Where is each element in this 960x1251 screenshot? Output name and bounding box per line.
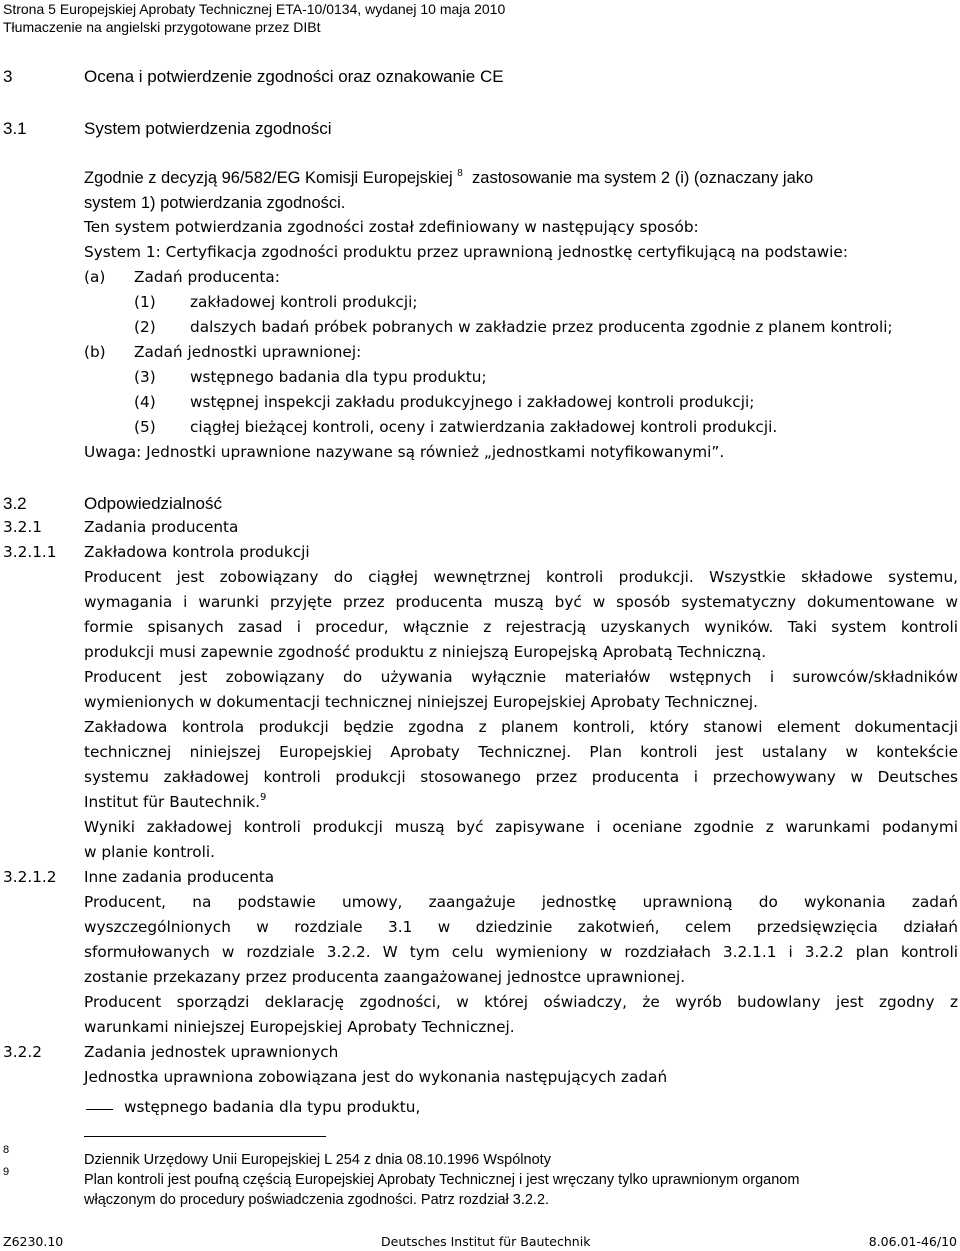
list-text-a: Zadań producenta:: [134, 268, 280, 286]
conformity-intro-line1: Zgodnie z decyzją 96/582/EG Komisji Europejskiej $^8$ zastosowanie ma system 2 (i) (oznaczany jako: [84, 168, 814, 187]
list-label-a: (a): [84, 268, 106, 286]
list-text-2: dalszych badań próbek pobranych w zakładzie przez producenta zgodnie z planem kontroli;: [190, 318, 893, 336]
contract-paragraph-line: zostanie przekazany przez producenta zaangażowanej jednostce uprawnionej.: [84, 968, 686, 986]
materials-paragraph-line: wymienionych w dokumentacji technicznej niniejszej Europejskiej Aprobaty Technicznej.: [84, 693, 759, 711]
list-num-4: (4): [134, 393, 156, 411]
fpc-paragraph-line: Producent jest zobowiązany do ciągłej wewnętrznej kontroli produkcji. Wszystkie składowe systemu,: [84, 568, 958, 586]
fpc-paragraph-line: produkcji musi zapewnie zgodność produktu z niniejszą Europejską Aprobatą Techniczną.: [84, 643, 767, 661]
page-header-line2: Tłumaczenie na angielski przygotowane przez DIBt: [3, 19, 321, 35]
footnote-separator: [84, 1136, 326, 1137]
conformity-intro-line2: system 1) potwierdzania zgodności.: [84, 194, 346, 212]
fpc-paragraph-line: wymagania i warunki przyjęte przez producenta muszą być w sposób systematyczny dokumentowane w: [84, 593, 958, 611]
notified-bodies-note: Uwaga: Jednostki uprawnione nazywane są również „jednostkami notyfikowanymi”.: [84, 443, 725, 461]
list-num-3: (3): [134, 368, 156, 386]
section-3-2-1-1-number: 3.2.1.1: [3, 543, 57, 561]
fpc-paragraph-line: formie spisanych zasad i procedur, włącznie z rejestracją uzyskanych wyników. Taki system kontroli: [84, 618, 958, 636]
system-definition: Ten system potwierdzania zgodności został zdefiniowany w następujący sposób:: [84, 218, 699, 236]
section-3-1-title: System potwierdzenia zgodności: [84, 119, 332, 138]
footnote-ref-9: 9: [259, 792, 267, 803]
list-text-5: ciągłej bieżącej kontroli, oceny i zatwierdzania zakładowej kontroli produkcji.: [190, 418, 778, 436]
section-3-1-number: 3.1: [3, 119, 27, 138]
footnote-8-text: Dziennik Urzędowy Unii Europejskiej L 254 z dnia 08.10.1996 Wspólnoty: [84, 1152, 551, 1168]
section-3-2-1-2-number: 3.2.1.2: [3, 868, 57, 886]
bullet-dash: [86, 1109, 113, 1110]
section-3-2-1-title: Zadania producenta: [84, 518, 239, 536]
footer-left: Z6230.10: [3, 1234, 64, 1249]
notified-body-tasks-intro: Jednostka uprawniona zobowiązana jest do wykonania następujących zadań: [84, 1068, 668, 1086]
contract-paragraph-line: Producent, na podstawie umowy, zaangażuje jednostkę uprawnioną do wykonania zadań: [84, 893, 958, 911]
list-text-b: Zadań jednostki uprawnionej:: [134, 343, 362, 361]
system-1-description: System 1: Certyfikacja zgodności produktu przez uprawnioną jednostkę certyfikującą na podstawie:: [84, 243, 848, 261]
section-3-title: Ocena i potwierdzenie zgodności oraz oznakowanie CE: [84, 67, 504, 86]
footnote-ref-8: 8: [457, 168, 463, 179]
contract-paragraph-line: wyszczególnionych w rozdziale 3.1 w dziedzinie zakotwień, celem przedsięwzięcia działań: [84, 918, 958, 936]
declaration-paragraph-line: warunkami niniejszej Europejskiej Aprobaty Technicznej.: [84, 1018, 515, 1036]
list-text-4: wstępnej inspekcji zakładu produkcyjnego i zakładowej kontroli produkcji;: [190, 393, 755, 411]
records-paragraph-line: Wyniki zakładowej kontroli produkcji muszą być zapisywane i oceniane zgodnie z warunkami podanymi: [84, 818, 958, 836]
control-plan-paragraph-line: systemu zakładowej kontroli produkcji stosowanego przez producenta i przechowywany w Deutsches: [84, 768, 958, 786]
materials-paragraph-line: Producent jest zobowiązany do używania wyłącznie materiałów wstępnych i surowców/składników: [84, 668, 958, 686]
footnote-9-number: 9: [3, 1166, 10, 1178]
bullet-item-text: wstępnego badania dla typu produktu,: [124, 1098, 421, 1116]
footer-right: 8.06.01-46/10: [868, 1234, 957, 1249]
section-3-2-number: 3.2: [3, 494, 27, 513]
section-3-2-1-number: 3.2.1: [3, 518, 42, 536]
footnote-9-text-line1: Plan kontroli jest poufną częścią Europejskiej Aprobaty Technicznej i jest wręczany tylko uprawnionym organom: [84, 1172, 800, 1188]
list-label-b: (b): [84, 343, 106, 361]
section-3-2-title: Odpowiedzialność: [84, 494, 222, 513]
section-3-number: 3: [3, 67, 13, 86]
list-num-2: (2): [134, 318, 156, 336]
declaration-paragraph-line: Producent sporządzi deklarację zgodności, w której oświadczy, że wyrób budowlany jest zgodny z: [84, 993, 958, 1011]
footnote-9-text-line2: włączonym do procedury poświadczenia zgodności. Patrz rozdział 3.2.2.: [84, 1192, 550, 1208]
control-plan-paragraph-line: Institut für Bautechnik.$^9$: [84, 792, 267, 811]
list-text-3: wstępnego badania dla typu produktu;: [190, 368, 487, 386]
list-num-1: (1): [134, 293, 156, 311]
list-num-5: (5): [134, 418, 156, 436]
control-plan-paragraph-line: Zakładowa kontrola produkcji będzie zgodna z planem kontroli, który stanowi element dokumentacji: [84, 718, 958, 736]
footnote-8-number: 8: [3, 1144, 10, 1156]
list-text-1: zakładowej kontroli produkcji;: [190, 293, 418, 311]
section-3-2-1-2-title: Inne zadania producenta: [84, 868, 275, 886]
records-paragraph-line: w planie kontroli.: [84, 843, 215, 861]
section-3-2-1-1-title: Zakładowa kontrola produkcji: [84, 543, 310, 561]
footer-center: Deutsches Institut für Bautechnik: [381, 1234, 591, 1249]
contract-paragraph-line: sformułowanych w rozdziale 3.2.2. W tym celu wymieniony w rozdziałach 3.2.1.1 i 3.2.2 plan kontroli: [84, 943, 958, 961]
section-3-2-2-title: Zadania jednostek uprawnionych: [84, 1043, 339, 1061]
page-header-line1: Strona 5 Europejskiej Aprobaty Technicznej ETA-10/0134, wydanej 10 maja 2010: [3, 1, 506, 17]
control-plan-paragraph-line: technicznej niniejszej Europejskiej Aprobaty Technicznej. Plan kontroli jest ustalany w kontekście: [84, 743, 958, 761]
section-3-2-2-number: 3.2.2: [3, 1043, 42, 1061]
